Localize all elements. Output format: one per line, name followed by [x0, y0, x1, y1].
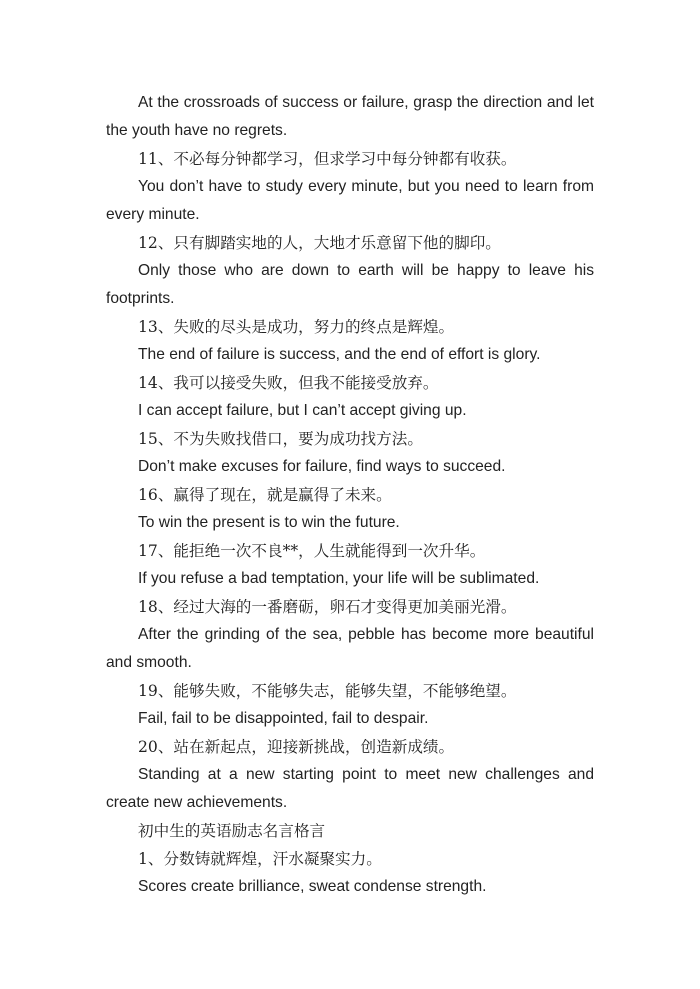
- paragraph-chinese: 16、赢得了现在，就是赢得了未来。: [138, 486, 392, 504]
- paragraph-english: Scores create brilliance, sweat condense strength.: [138, 878, 487, 895]
- paragraph-english: After the grinding of the sea, pebble has become more beautiful and smooth.: [106, 626, 594, 671]
- paragraph-english: Don’t make excuses for failure, find ways to succeed.: [138, 458, 506, 475]
- paragraph-chinese: 17、能拒绝一次不良**，人生就能得到一次升华。: [138, 542, 486, 560]
- paragraph-chinese: 11、不必每分钟都学习，但求学习中每分钟都有收获。: [138, 150, 517, 168]
- paragraph-english: At the crossroads of success or failure, grasp the direction and let the youth have no regrets.: [106, 94, 594, 139]
- paragraph-english: To win the present is to win the future.: [138, 514, 400, 531]
- paragraph-chinese: 20、站在新起点，迎接新挑战，创造新成绩。: [138, 738, 455, 756]
- paragraph-chinese: 13、失败的尽头是成功，努力的终点是辉煌。: [138, 318, 455, 336]
- paragraph-english: Standing at a new starting point to meet new challenges and create new achievements.: [106, 766, 594, 811]
- paragraph-chinese: 18、经过大海的一番磨砺，卵石才变得更加美丽光滑。: [138, 598, 517, 616]
- paragraph-english: You don’t have to study every minute, but you need to learn from every minute.: [106, 178, 594, 223]
- paragraph-chinese: 19、能够失败，不能够失志，能够失望，不能够绝望。: [138, 682, 517, 700]
- paragraph-english: Fail, fail to be disappointed, fail to despair.: [138, 710, 429, 727]
- paragraph-chinese: 14、我可以接受失败，但我不能接受放弃。: [138, 374, 439, 392]
- document-body: [106, 89, 594, 901]
- paragraph-chinese: 12、只有脚踏实地的人，大地才乐意留下他的脚印。: [138, 234, 501, 252]
- paragraph-chinese: 1、分数铸就辉煌，汗水凝聚实力。: [138, 850, 382, 868]
- paragraph-chinese: 15、不为失败找借口，要为成功找方法。: [138, 430, 423, 448]
- paragraph-english: If you refuse a bad temptation, your life will be sublimated.: [138, 570, 540, 587]
- paragraph-english: Only those who are down to earth will be happy to leave his footprints.: [106, 262, 594, 307]
- paragraph-english: The end of failure is success, and the end of effort is glory.: [138, 346, 541, 363]
- paragraph-english: I can accept failure, but I can’t accept giving up.: [138, 402, 467, 419]
- section-heading: 初中生的英语励志名言格言: [138, 822, 326, 840]
